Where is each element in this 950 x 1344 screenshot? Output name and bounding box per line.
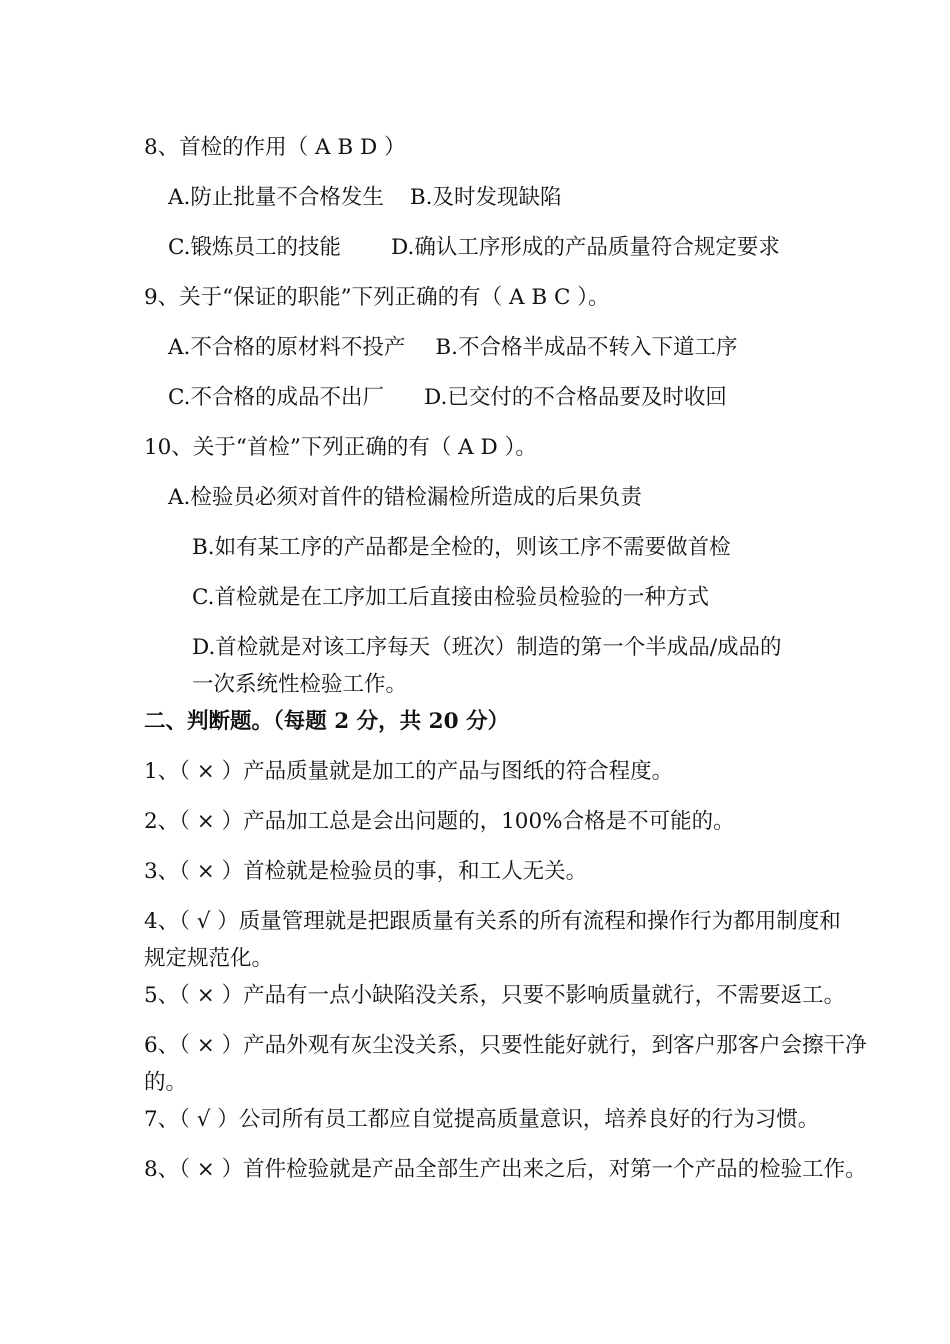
section-two-heading: 二、判断题。（每题 2 分，共 20 分）: [144, 709, 510, 734]
question-8: 8、首检的作用（ A B D ）: [144, 135, 406, 160]
question-9-options-line-2: [168, 383, 727, 413]
question-10-option-a: A.检验员必须对首件的错检漏检所造成的后果负责: [168, 485, 642, 510]
question-10: 10、关于“首检”下列正确的有（ A D ）。: [144, 435, 537, 460]
judgment-item-6-line-2: 的。: [144, 1070, 188, 1095]
judgment-item-2: 2、（ × ）产品加工总是会出问题的，100%合格是不可能的。: [144, 809, 735, 834]
option-d: D.确认工序形成的产品质量符合规定要求: [391, 235, 780, 260]
question-8-options-line-1: [168, 183, 562, 213]
question-10-option-d-line-1: D.首检就是对该工序每天（班次）制造的第一个半成品/成品的: [192, 635, 782, 660]
question-10-option-b: B.如有某工序的产品都是全检的，则该工序不需要做首检: [192, 535, 731, 560]
option-c: C.不合格的成品不出厂: [168, 385, 385, 410]
judgment-item-7: 7、（ √ ）公司所有员工都应自觉提高质量意识，培养良好的行为习惯。: [144, 1107, 820, 1132]
question-9-options-line-1: [168, 333, 738, 363]
option-b: B.不合格半成品不转入下道工序: [435, 335, 738, 360]
option-a: A.不合格的原材料不投产: [168, 335, 406, 360]
question-10-option-c: C.首检就是在工序加工后直接由检验员检验的一种方式: [192, 585, 710, 610]
judgment-item-4-line-2: 规定规范化。: [144, 946, 274, 971]
judgment-item-5: 5、（ × ）产品有一点小缺陷没关系，只要不影响质量就行，不需要返工。: [144, 983, 846, 1008]
judgment-item-8: 8、（ × ）首件检验就是产品全部生产出来之后，对第一个产品的检验工作。: [144, 1157, 867, 1182]
question-8-options-line-2: [168, 233, 780, 263]
judgment-item-4-line-1: 4、（ √ ）质量管理就是把跟质量有关系的所有流程和操作行为都用制度和: [144, 909, 841, 934]
question-10-option-d-line-2: 一次系统性检验工作。: [192, 672, 408, 697]
judgment-item-6-line-1: 6、（ × ）产品外观有灰尘没关系，只要性能好就行，到客户那客户会擦干净: [144, 1033, 867, 1058]
option-a: A.防止批量不合格发生: [168, 185, 384, 210]
option-b: B.及时发现缺陷: [409, 185, 562, 210]
judgment-item-3: 3、（ × ）首检就是检验员的事，和工人无关。: [144, 859, 588, 884]
question-9: 9、关于“保证的职能”下列正确的有（ A B C ）。: [144, 285, 610, 310]
option-c: C.锻炼员工的技能: [168, 235, 342, 260]
judgment-item-1: 1、（ × ）产品质量就是加工的产品与图纸的符合程度。: [144, 759, 674, 784]
option-d: D.已交付的不合格品要及时收回: [424, 385, 727, 410]
